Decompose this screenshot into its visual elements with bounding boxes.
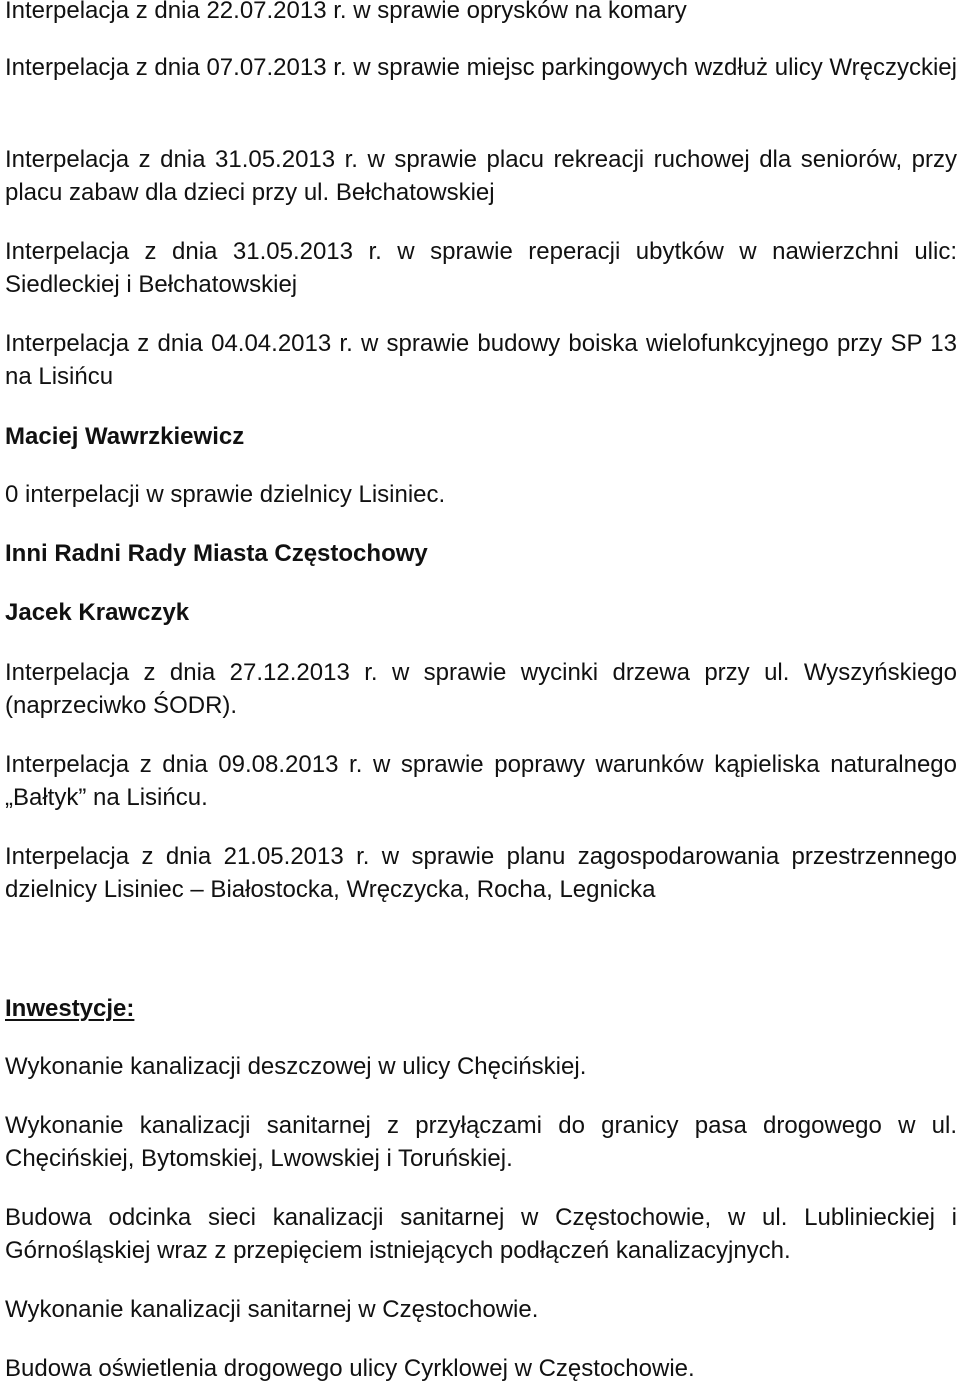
investment-item-3: Budowa odcinka sieci kanalizacji sanitarnej w Częstochowie, w ul. Lublinieckiej i Górnośląskiej wraz z przepięciem istniejących podłączeń kanalizacyjnych. <box>5 1204 957 1264</box>
interpelacja-item-5: Interpelacja z dnia 04.04.2013 r. w sprawie budowy boiska wielofunkcyjnego przy SP 13 na Lisińcu <box>5 330 957 390</box>
interpelacja-item-2: Interpelacja z dnia 07.07.2013 r. w sprawie miejsc parkingowych wzdłuż ulicy Wręczyckiej <box>5 54 957 81</box>
councillor-name-krawczyk: Jacek Krawczyk <box>5 599 190 626</box>
interpelacja-item-1: Interpelacja z dnia 22.07.2013 r. w sprawie oprysków na komary <box>5 0 687 24</box>
interpelacja-item-4: Interpelacja z dnia 31.05.2013 r. w sprawie reperacji ubytków w nawierzchni ulic: Siedleckiej i Bełchatowskiej <box>5 238 957 298</box>
other-councillors-heading: Inni Radni Rady Miasta Częstochowy <box>5 540 428 567</box>
investment-item-2: Wykonanie kanalizacji sanitarnej z przyłączami do granicy pasa drogowego w ul. Chęcińskiej, Bytomskiej, Lwowskiej i Toruńskiej. <box>5 1112 957 1172</box>
investment-item-5: Budowa oświetlenia drogowego ulicy Cyrklowej w Częstochowie. <box>5 1355 695 1382</box>
krawczyk-interpelacja-3: Interpelacja z dnia 21.05.2013 r. w sprawie planu zagospodarowania przestrzennego dzielnicy Lisiniec – Białostocka, Wręczycka, Rocha, Legnicka <box>5 843 957 903</box>
krawczyk-interpelacja-1: Interpelacja z dnia 27.12.2013 r. w sprawie wycinki drzewa przy ul. Wyszyńskiego (naprzeciwko ŚODR). <box>5 659 957 719</box>
interpelacja-item-3: Interpelacja z dnia 31.05.2013 r. w sprawie placu rekreacji ruchowej dla seniorów, przy placu zabaw dla dzieci przy ul. Bełchatowskiej <box>5 146 957 206</box>
investments-heading: Inwestycje: <box>5 995 135 1022</box>
investment-item-4: Wykonanie kanalizacji sanitarnej w Częstochowie. <box>5 1296 539 1323</box>
krawczyk-interpelacja-2: Interpelacja z dnia 09.08.2013 r. w sprawie poprawy warunków kąpieliska naturalnego „Bałtyk” na Lisińcu. <box>5 751 957 811</box>
councillor-name-wawrzkiewicz: Maciej Wawrzkiewicz <box>5 423 245 450</box>
investment-item-1: Wykonanie kanalizacji deszczowej w ulicy Chęcińskiej. <box>5 1053 587 1080</box>
councillor-summary-wawrzkiewicz: 0 interpelacji w sprawie dzielnicy Lisiniec. <box>5 481 446 508</box>
